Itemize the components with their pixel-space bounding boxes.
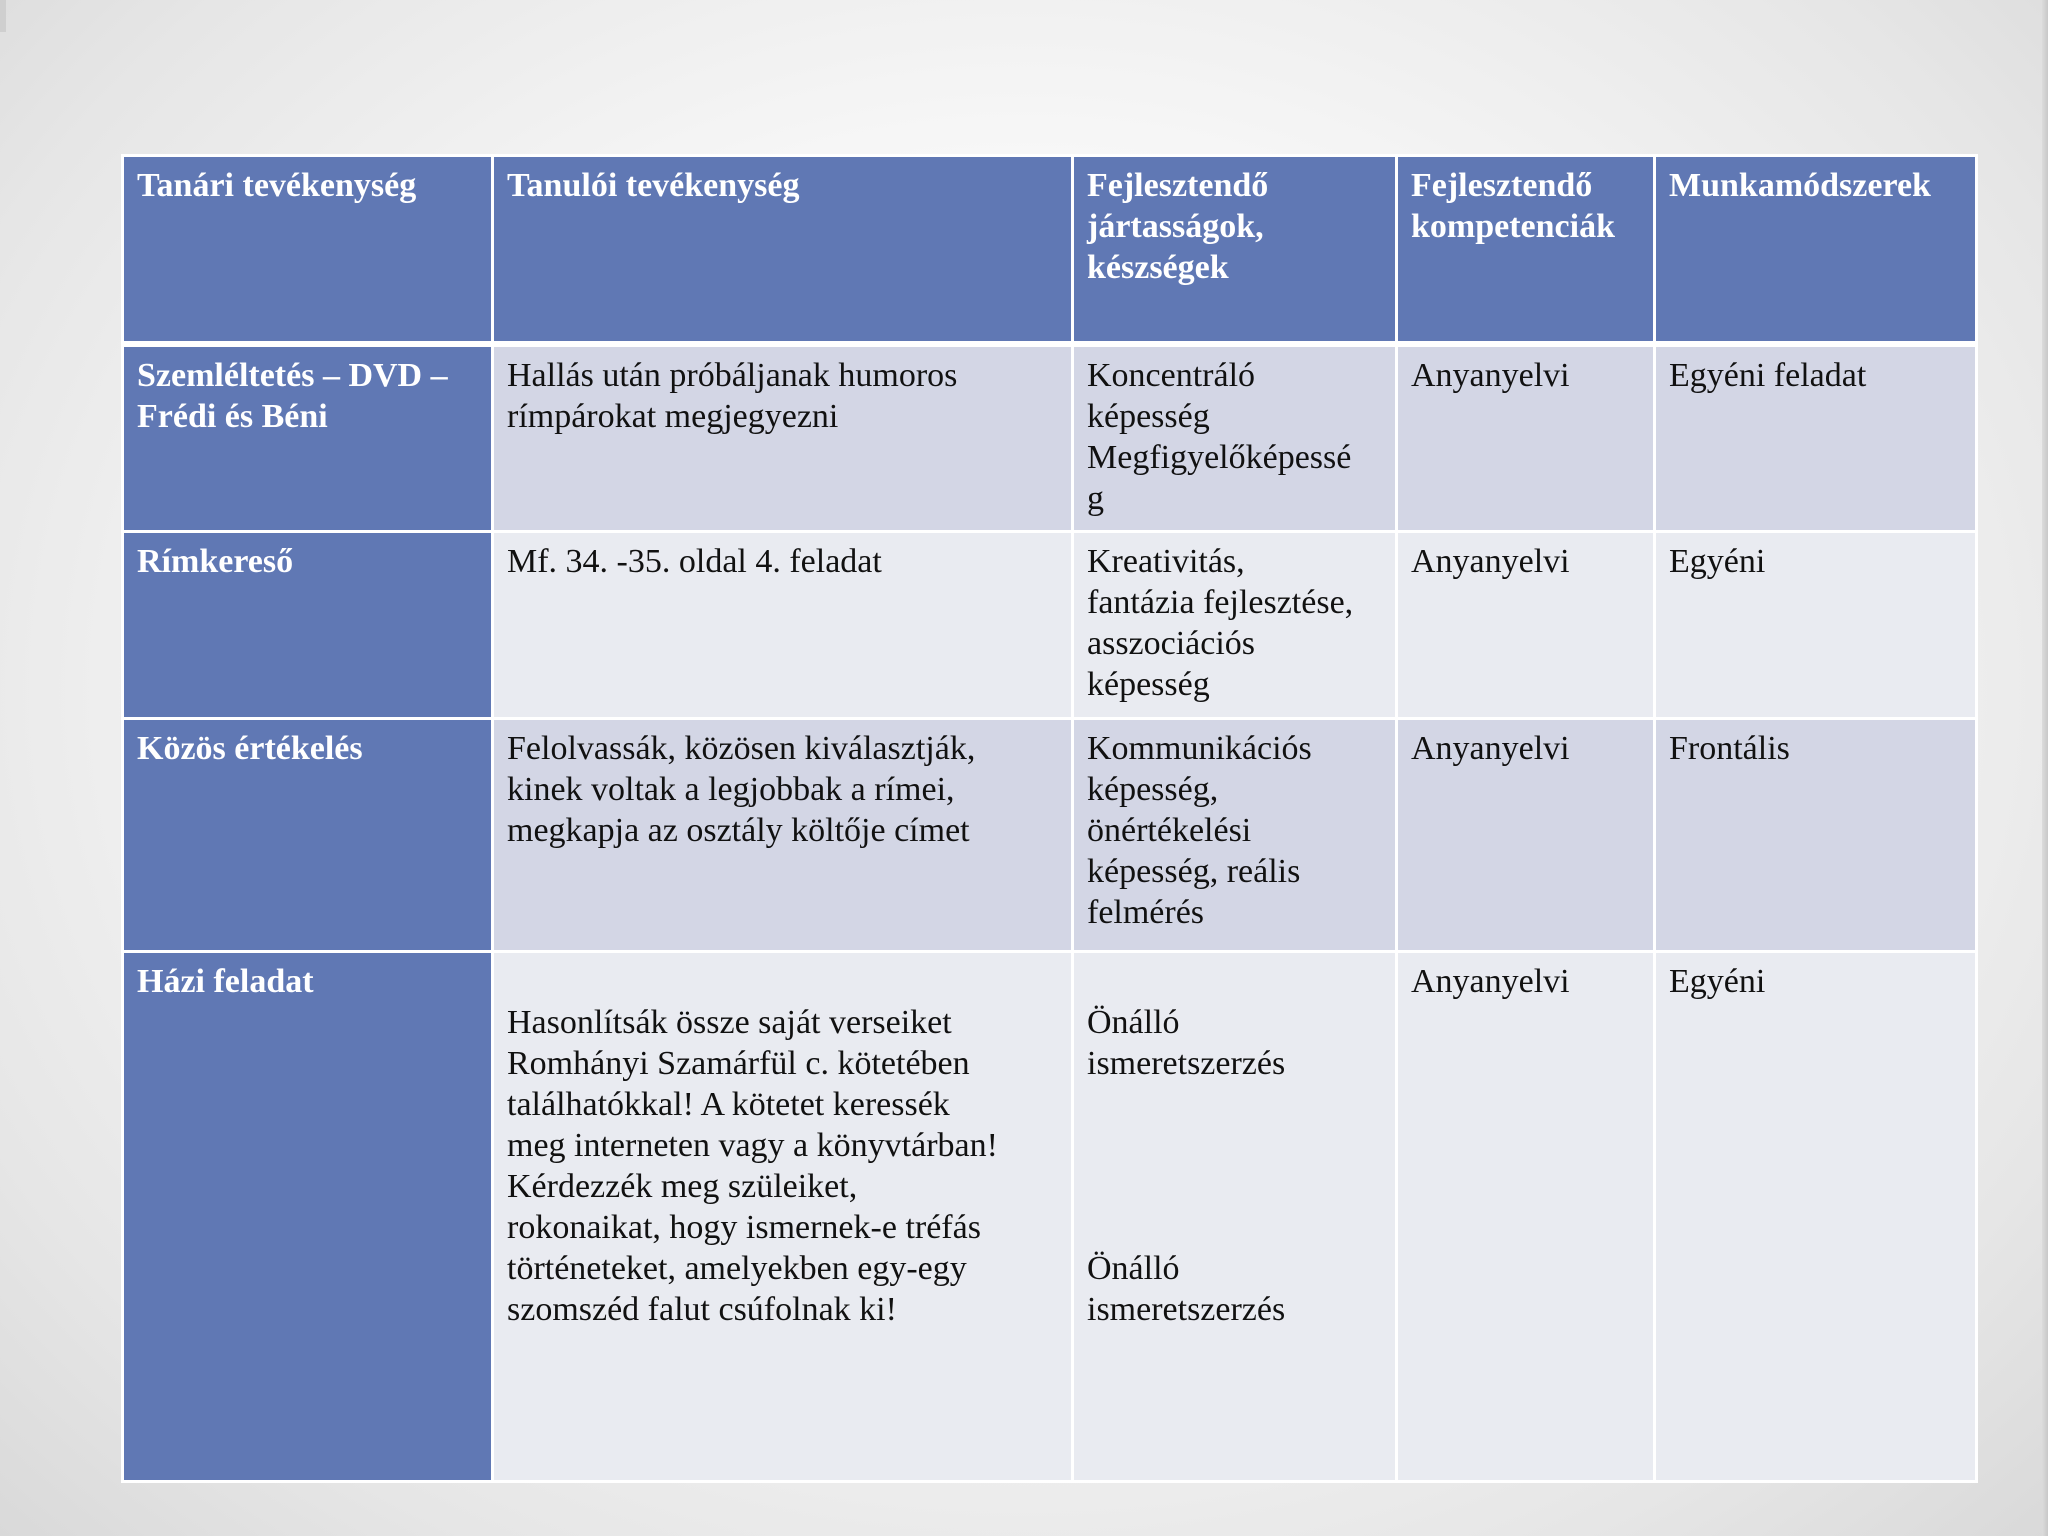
table-row — [123, 531, 1977, 718]
cell-munkamodszerek: Egyéni — [1655, 531, 1977, 718]
header-tanuloi-tevekenyseg: Tanulói tevékenység — [493, 156, 1073, 345]
cell-tanari — [123, 344, 493, 531]
cell-kompetenciak: Anyanyelvi — [1397, 344, 1655, 531]
cell-kompetenciak: Anyanyelvi — [1397, 718, 1655, 951]
cell-gap — [1087, 1084, 1381, 1248]
cell-spacer — [507, 961, 1057, 1002]
slide-right-edge — [2042, 0, 2048, 1536]
cell-kompetenciak: Anyanyelvi — [1397, 531, 1655, 718]
cell-tanari-text: Közös értékelés — [137, 729, 363, 767]
slide-corner-mark — [0, 0, 6, 32]
cell-jartassagok-text-2: Önálló ismeretszerzés — [1087, 1249, 1286, 1328]
cell-jartassagok-text-1: Önálló ismeretszerzés — [1087, 1003, 1286, 1082]
lesson-plan-table — [121, 154, 1978, 1483]
cell-tanari-text: Házi feladat — [137, 962, 314, 1000]
cell-jartassagok — [1073, 344, 1397, 531]
cell-jartassagok-text: Koncentráló képesség Megfigyelőképessé g — [1087, 357, 1352, 517]
cell-tanuloi-text: Hallás után próbáljanak humoros rímpárokat megjegyezni — [507, 357, 958, 435]
cell-munkamodszerek: Egyéni feladat — [1655, 344, 1977, 531]
cell-tanari-text: Rímkereső — [137, 542, 294, 580]
cell-munkamodszerek: Frontális — [1655, 718, 1977, 951]
cell-jartassagok — [1073, 531, 1397, 718]
cell-tanuloi — [493, 951, 1073, 1481]
header-jartassagok-text: Fejlesztendő jártasságok, készségek — [1087, 167, 1269, 286]
cell-jartassagok-text: Kreativitás, fantázia fejlesztése, asszociációs képesség — [1087, 542, 1354, 703]
cell-tanari-text: Szemléltetés – DVD – Frédi és Béni — [137, 357, 448, 435]
cell-tanari — [123, 531, 493, 718]
cell-jartassagok — [1073, 718, 1397, 951]
cell-tanuloi — [493, 531, 1073, 718]
cell-jartassagok-text: Kommunikációs képesség, önértékelési képesség, reális felmérés — [1087, 729, 1312, 931]
table-row — [123, 718, 1977, 951]
header-jartassagok — [1073, 156, 1397, 345]
table-row — [123, 951, 1977, 1481]
cell-tanuloi — [493, 344, 1073, 531]
header-tanari-tevekenyseg: Tanári tevékenység — [123, 156, 493, 345]
cell-tanuloi-text: Mf. 34. -35. oldal 4. feladat — [507, 542, 882, 580]
table-row — [123, 344, 1977, 531]
cell-tanuloi — [493, 718, 1073, 951]
cell-tanuloi-text: Hasonlítsák össze saját verseiket Romhányi Szamárfül c. kötetében találhatókkal! A kötetet keressék meg interneten vagy a könyvtárban! Kérdezzék meg szüleiket, rokonaikat, hogy ismernek-e tréfás történeteket, amelyekben egy-egy szomszéd falut csúfolnak ki! — [507, 1003, 998, 1328]
header-kompetenciak-text: Fejlesztendő kompetenciák — [1411, 167, 1615, 245]
cell-tanari — [123, 951, 493, 1481]
table-header-row — [123, 156, 1977, 345]
header-munkamodszerek: Munkamódszerek — [1655, 156, 1977, 345]
cell-tanuloi-text: Felolvassák, közösen kiválasztják, kinek voltak a legjobbak a rímei, megkapja az osztály költője címet — [507, 729, 976, 849]
cell-tanari — [123, 718, 493, 951]
cell-munkamodszerek: Egyéni — [1655, 951, 1977, 1481]
cell-jartassagok — [1073, 951, 1397, 1481]
cell-spacer — [1087, 961, 1381, 1002]
cell-kompetenciak: Anyanyelvi — [1397, 951, 1655, 1481]
header-kompetenciak — [1397, 156, 1655, 345]
